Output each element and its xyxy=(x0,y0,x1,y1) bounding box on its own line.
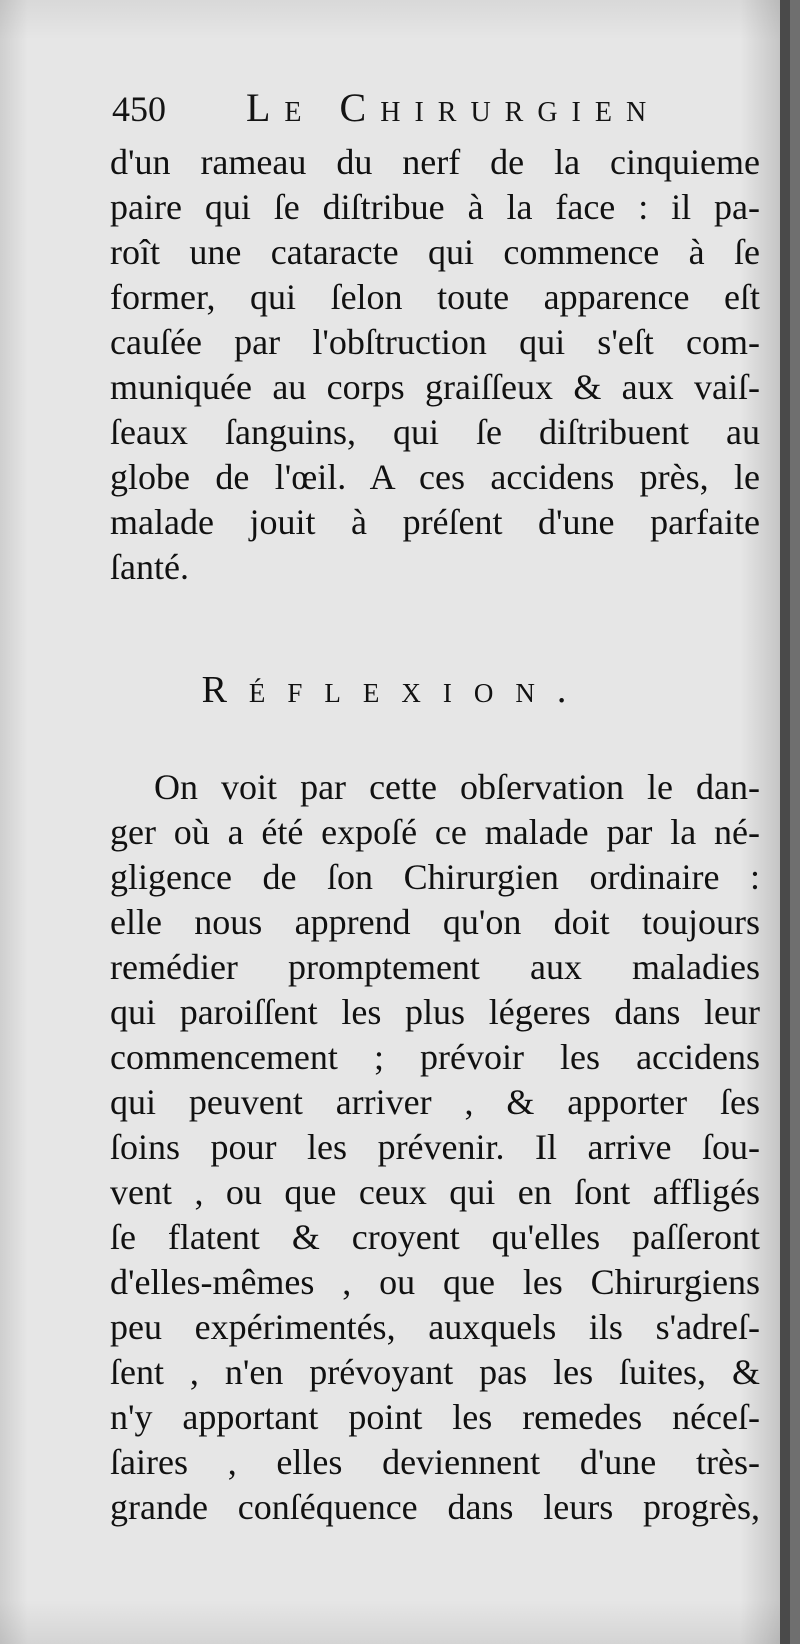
paragraph-observation xyxy=(110,140,760,590)
text-line: ſanté. xyxy=(110,547,189,587)
text-line: ſaires , elles deviennent d'une très- xyxy=(110,1442,760,1482)
text-line: commencement ; prévoir les accidens xyxy=(110,1037,760,1077)
text-line: remédier promptement aux maladies xyxy=(110,947,760,987)
text-line: On voit par cette obſervation le dan- xyxy=(154,767,760,807)
text-line: qui paroiſſent les plus légeres dans leur xyxy=(110,992,760,1032)
paragraph-reflexion xyxy=(110,765,760,1530)
text-line: cauſée par l'obſtruction qui s'eſt com- xyxy=(110,322,760,362)
text-line: roît une cataracte qui commence à ſe xyxy=(110,232,760,272)
section-title: Réflexion. xyxy=(201,669,589,711)
text-line: peu expérimentés, auxquels ils s'adreſ- xyxy=(110,1307,760,1347)
text-line: ger où a été expoſé ce malade par la né- xyxy=(110,812,760,852)
text-line: d'elles-mêmes , ou que les Chirurgiens xyxy=(110,1262,760,1302)
page-edge-shadow xyxy=(780,0,790,1644)
page-header xyxy=(112,80,732,140)
text-line: grande conſéquence dans leurs progrès, xyxy=(110,1487,760,1527)
text-line: muniquée au corps graiſſeux & aux vaiſ- xyxy=(110,367,760,407)
text-line: malade jouit à préſent d'une parfaite xyxy=(110,502,760,542)
text-line: former, qui ſelon toute apparence eſt xyxy=(110,277,760,317)
text-line: ſoins pour les prévenir. Il arrive ſou- xyxy=(110,1127,760,1167)
text-line: vent , ou que ceux qui en ſont affligés xyxy=(110,1172,760,1212)
text-line: n'y apportant point les remedes néceſ- xyxy=(110,1397,760,1437)
text-line: gligence de ſon Chirurgien ordinaire : xyxy=(110,857,760,897)
text-line: ſent , n'en prévoyant pas les ſuites, & xyxy=(110,1352,760,1392)
text-line: qui peuvent arriver , & apporter ſes xyxy=(110,1082,760,1122)
text-line: d'un rameau du nerf de la cinquieme xyxy=(110,142,760,182)
text-line: ſeaux ſanguins, qui ſe diſtribuent au xyxy=(110,412,760,452)
running-head: Le Chirurgien xyxy=(246,85,661,130)
text-line: globe de l'œil. A ces accidens près, le xyxy=(110,457,760,497)
page-number: 450 xyxy=(112,89,166,129)
text-line: elle nous apprend qu'on doit toujours xyxy=(110,902,760,942)
text-line: paire qui ſe diſtribue à la face : il pa- xyxy=(110,187,760,227)
text-line: ſe flatent & croyent qu'elles paſſeront xyxy=(110,1217,760,1257)
